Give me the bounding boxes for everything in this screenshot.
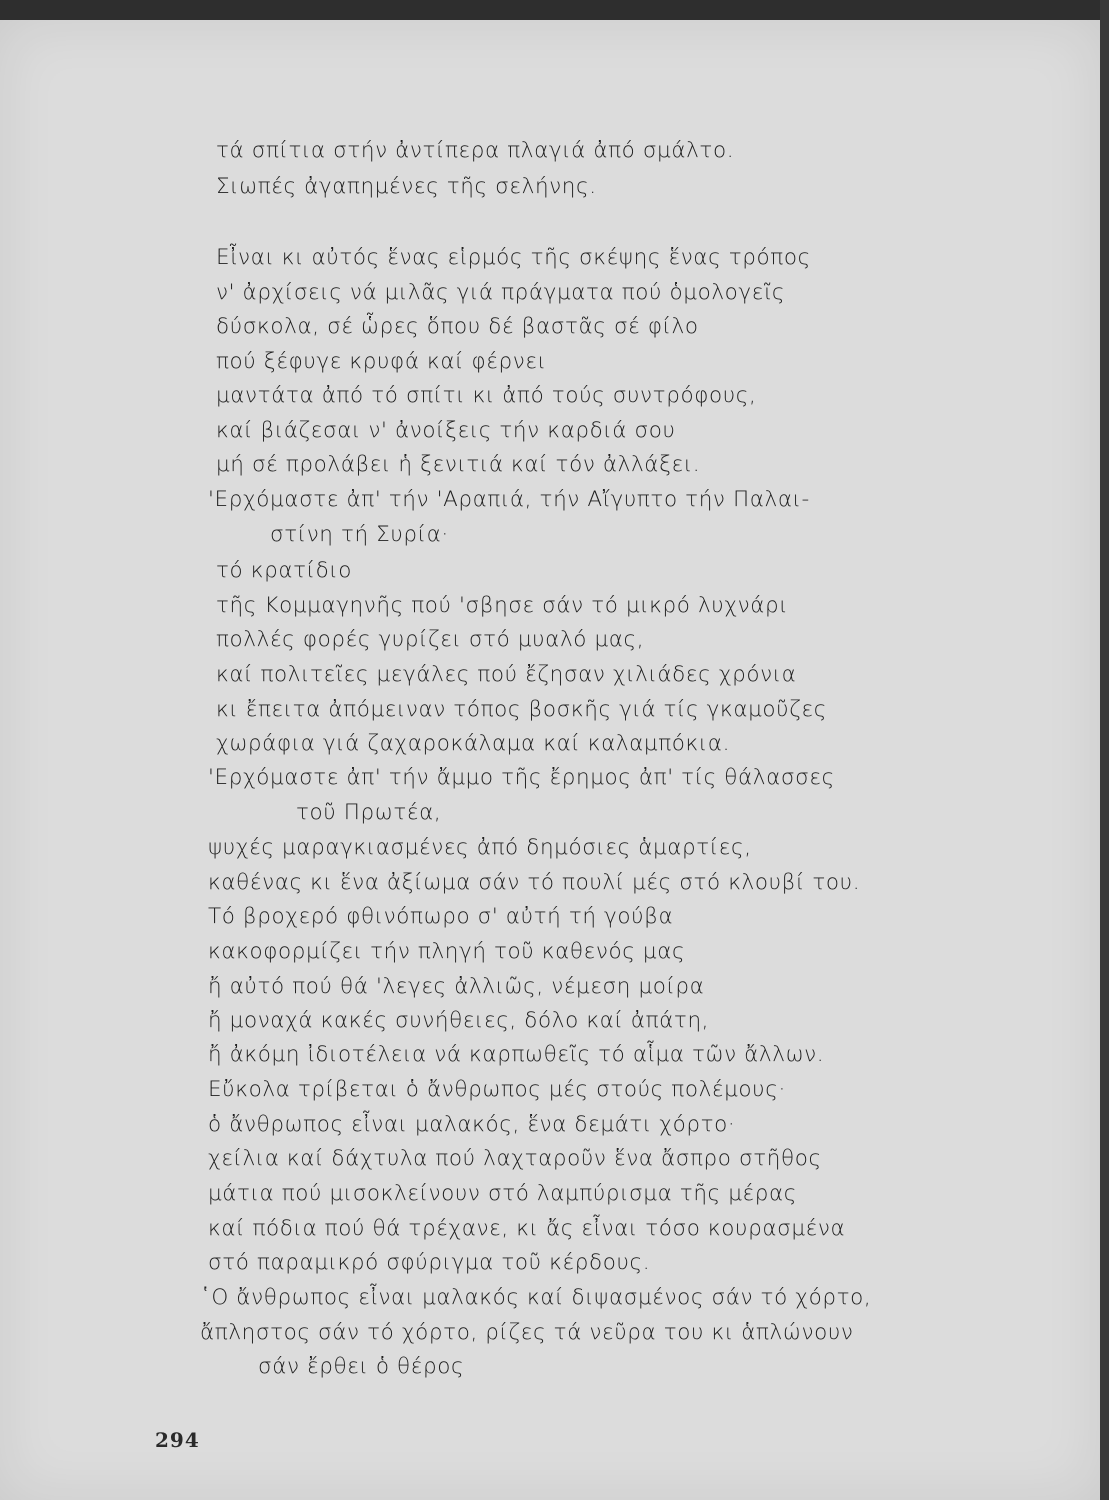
poem-line: κι ἔπειτα ἀπόμειναν τόπος βοσκῆς γιά τίς γκαμοῦζες xyxy=(216,697,827,722)
poem-line: τό κρατίδιο xyxy=(216,558,353,583)
poem-line: δύσκολα, σέ ὧρες ὅπου δέ βαστᾶς σέ φίλο xyxy=(216,314,699,339)
scan-border-top xyxy=(0,0,1109,20)
poem-line: ἤ αὐτό πού θά 'λεγες ἀλλιῶς, νέμεση μοίρα xyxy=(208,974,705,999)
poem-line: Εἶναι κι αὐτός ἕνας εἱρμός τῆς σκέψης ἕνας τρόπος xyxy=(216,245,811,270)
poem-line: καί πόδια πού θά τρέχανε, κι ἄς εἶναι τόσο κουρασμένα xyxy=(208,1216,846,1241)
poem-line: ἤ μοναχά κακές συνήθειες, δόλο καί ἀπάτη, xyxy=(208,1008,710,1033)
poem-line-continuation: τοῦ Πρωτέα, xyxy=(296,800,442,825)
poem-line: Σιωπές ἀγαπημένες τῆς σελήνης. xyxy=(216,174,597,199)
page-number: 294 xyxy=(155,1428,200,1452)
poem-line: χωράφια γιά ζαχαροκάλαμα καί καλαμπόκια. xyxy=(216,731,731,756)
poem-line: Εὔκολα τρίβεται ὁ ἄνθρωπος μές στούς πολέμους· xyxy=(208,1077,786,1102)
poem-line: πού ξέφυγε κρυφά καί φέρνει xyxy=(216,349,547,374)
book-page xyxy=(0,20,1100,1500)
poem-line: καθένας κι ἕνα ἀξίωμα σάν τό πουλί μές στό κλουβί του. xyxy=(208,870,861,895)
scan-border-right xyxy=(1100,0,1109,1500)
poem-line: 'Ερχόμαστε ἀπ' τήν 'Αραπιά, τήν Αἴγυπτο τήν Παλαι- xyxy=(208,487,810,512)
poem-line: τῆς Κομμαγηνῆς πού 'σβησε σάν τό μικρό λυχνάρι xyxy=(216,593,789,618)
poem-line: ῾Ο ἄνθρωπος εἶναι μαλακός καί διψασμένος σάν τό χόρτο, xyxy=(200,1285,872,1310)
poem-line: μάτια πού μισοκλείνουν στό λαμπύρισμα τῆς μέρας xyxy=(208,1181,797,1206)
poem-line: Τό βροχερό φθινόπωρο σ' αὐτή τή γούβα xyxy=(208,904,674,929)
poem-line: τά σπίτια στήν ἀντίπερα πλαγιά ἀπό σμάλτο. xyxy=(216,138,735,163)
poem-line: καί πολιτεῖες μεγάλες πού ἔζησαν χιλιάδες χρόνια xyxy=(216,662,797,687)
poem-line: στό παραμικρό σφύριγμα τοῦ κέρδους. xyxy=(208,1250,651,1275)
poem-line-continuation: στίνη τή Συρία· xyxy=(270,522,449,547)
poem-line-continuation: σάν ἔρθει ὁ θέρος xyxy=(258,1354,465,1379)
poem-line: καί βιάζεσαι ν' ἀνοίξεις τήν καρδιά σου xyxy=(216,418,676,443)
poem-line: κακοφορμίζει τήν πληγή τοῦ καθενός μας xyxy=(208,939,686,964)
poem-line: ν' ἀρχίσεις νά μιλᾶς γιά πράγματα πού ὁμολογεῖς xyxy=(216,280,786,305)
poem-line: μαντάτα ἀπό τό σπίτι κι ἀπό τούς συντρόφους, xyxy=(216,383,757,408)
poem-line: ἄπληστος σάν τό χόρτο, ρίζες τά νεῦρα του κι ἁπλώνουν xyxy=(200,1320,854,1345)
poem-line: ὁ ἄνθρωπος εἶναι μαλακός, ἕνα δεμάτι χόρτο· xyxy=(208,1112,736,1137)
poem-line: 'Ερχόμαστε ἀπ' τήν ἄμμο τῆς ἔρημος ἀπ' τίς θάλασσες xyxy=(208,765,835,790)
poem-line: χείλια καί δάχτυλα πού λαχταροῦν ἕνα ἄσπρο στῆθος xyxy=(208,1146,822,1171)
poem-line: ψυχές μαραγκιασμένες ἀπό δημόσιες ἁμαρτίες, xyxy=(208,835,752,860)
poem-line: ἤ ἀκόμη ἰδιοτέλεια νά καρπωθεῖς τό αἷμα τῶν ἄλλων. xyxy=(208,1042,825,1067)
poem-line: πολλές φορές γυρίζει στό μυαλό μας, xyxy=(216,627,645,652)
poem-line: μή σέ προλάβει ἡ ξενιτιά καί τόν ἀλλάξει. xyxy=(216,452,701,477)
poem-text xyxy=(0,20,1100,1500)
